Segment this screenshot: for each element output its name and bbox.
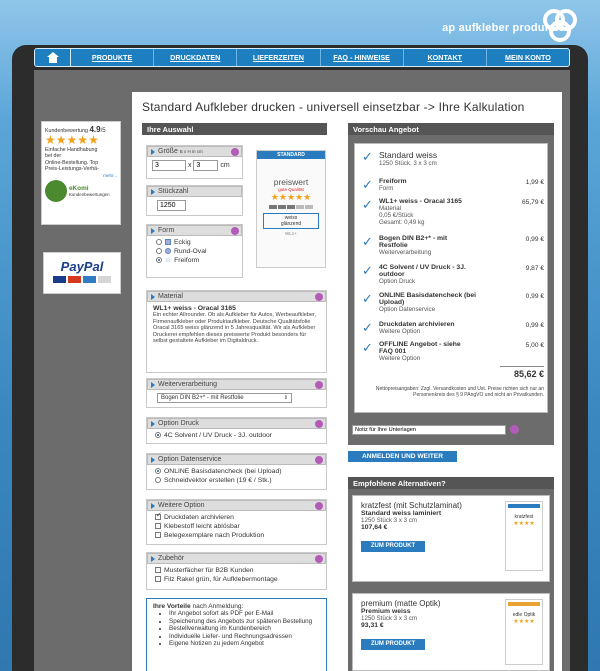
logo-icon[interactable] — [540, 6, 580, 46]
zubehoer-option-muster[interactable]: Musterfächer für B2B Kunden — [155, 566, 318, 575]
zum-produkt-button[interactable]: ZUM PRODUKT — [361, 541, 425, 552]
alt-price: 93,31 € — [361, 622, 384, 629]
daten-option-basis[interactable]: ONLINE Basisdatencheck (bei Upload) — [155, 467, 318, 476]
qty-input[interactable] — [157, 200, 186, 211]
rating-value: 4.9 — [89, 125, 101, 134]
nav-faq[interactable]: FAQ - HINWEISE — [321, 49, 404, 66]
price-note: Nettopreisangaben: Zzgl. Versandkosten und Ust. Preise richten sich nur an Personenkreis des § 9 PAngVO und nicht an Privatkunden. — [375, 386, 544, 398]
form-option-eckig[interactable]: Eckig — [156, 238, 233, 247]
main-nav — [34, 48, 570, 67]
druck-header: Option Druck — [147, 418, 326, 429]
chevron-down-icon: ⇕ — [283, 395, 288, 401]
card-icons — [44, 276, 120, 283]
square-shape-icon — [165, 239, 171, 245]
preview-brand: preiswert — [273, 177, 309, 187]
total-price: 85,62 € — [500, 366, 544, 379]
vorschau-line-5: ✓ ONLINE Basisdatencheck (bei Upload) Option Datenservice 0,99 € — [362, 291, 544, 313]
rating-widget[interactable] — [41, 121, 121, 225]
preview-top: STANDARD — [257, 151, 325, 159]
times-label: x — [187, 162, 192, 169]
material-desc: Ein echter Allrounder. Ob als Aufkleber für Autos, Werbeaufkleber, Firmenaufkleber oder Produktaufkleber. Deutsche Qualitätsfolie Oracal 3165 weiss glänzend in 5 Jahresqualität. Wir als Aufkleber Druckerei empfehlen dieses preiswerte Produkt besonders für selbst gestaltete Aufkleber im Digitaldruck. — [153, 312, 317, 345]
width-input[interactable] — [152, 160, 186, 171]
alt-thumb[interactable]: edle Optik ★★★★ — [505, 599, 543, 665]
zum-produkt-button[interactable]: ZUM PRODUKT — [361, 639, 425, 650]
anmelden-button[interactable]: ANMELDEN UND WEITER — [348, 451, 457, 462]
alt-title: premium (matte Optik) — [361, 599, 441, 608]
daten-option-vektor[interactable]: Schneidvektor erstellen (19 € / Stk.) — [155, 476, 318, 485]
size-header: Größe B x H in cm — [147, 146, 242, 157]
alt-price: 107,64 € — [361, 524, 388, 531]
vorschau-line-3: ✓ Bogen DIN B2+* - mit Restfolie Weiterverarbeitung 0,99 € — [362, 234, 544, 256]
help-icon[interactable] — [510, 425, 519, 434]
alt-card-1 — [352, 593, 550, 671]
nav-produkte[interactable]: PRODUKTE — [71, 49, 154, 66]
review-text: Einfache Handhabung bei der Online-Bestellung. Top Preis-Leistungs-Verhä- — [45, 147, 99, 173]
qty-header: Stückzahl — [147, 186, 242, 197]
help-icon[interactable] — [315, 456, 323, 464]
zubehoer-header: Zubehör — [147, 553, 326, 564]
height-input[interactable] — [193, 160, 218, 171]
preview-foot: WL1+ — [285, 231, 297, 236]
vorschau-heading: Vorschau Angebot — [348, 123, 554, 135]
product-preview[interactable] — [256, 150, 326, 268]
help-icon[interactable] — [315, 555, 323, 563]
alt-name: Premium weiss — [361, 608, 411, 615]
home-button[interactable] — [35, 49, 71, 66]
check-icon: ✓ — [362, 340, 373, 355]
preview-stars: ★★★★★ — [270, 192, 312, 202]
vorteile-box — [146, 598, 327, 671]
alt-name: Standard weiss laminiert — [361, 510, 442, 517]
alt-spec: 1250 Stück 3 x 3 cm — [361, 517, 418, 524]
alt-spec: 1250 Stück 3 x 3 cm — [361, 615, 418, 622]
qty-section — [146, 185, 243, 216]
weiter-select[interactable]: Bogen DIN B2+* - mit Restfolie ⇕ — [157, 393, 292, 403]
vorschau-line-4: ✓ 4C Solvent / UV Druck - 3J. outdoor Option Druck 9,87 € — [362, 263, 544, 285]
vorschau-line-6: ✓ Druckdaten archivieren Weitere Option 0,99 € — [362, 320, 544, 335]
help-icon[interactable] — [315, 381, 323, 389]
ekomi-name: eKomi — [69, 184, 89, 192]
weitere-option-archiv[interactable]: ✓Druckdaten archivieren — [155, 513, 318, 522]
rating-label: Kundenbewertung — [45, 128, 88, 134]
daten-header: Option Datenservice — [147, 454, 326, 465]
zubehoer-section — [146, 552, 327, 590]
vorschau-line-7: ✓ OFFLINE Angebot - siehe FAQ 001 Weitere Option 5,00 € — [362, 340, 544, 362]
star-shape-icon: ☆ — [165, 257, 172, 264]
check-icon: ✓ — [362, 263, 373, 278]
vorteile-list: • Ihr Angebot sofort als PDF per E-Mail • Speicherung des Angebots zur späteren Bestellung • Bestellverwaltung im Kundenbereich • Individuelle Liefer- und Rechnungsadressen • Eigene Notizen zu jedem Angebot — [153, 610, 320, 648]
nav-druckdaten[interactable]: DRUCKDATEN — [154, 49, 237, 66]
check-icon: ✓ — [362, 197, 373, 212]
unit-label: cm — [220, 162, 230, 169]
weitere-option-klebstoff[interactable]: Klebestoff leicht ablösbar — [155, 522, 318, 531]
form-option-rund[interactable]: Rund-Oval — [156, 247, 233, 256]
help-icon[interactable] — [315, 420, 323, 428]
vorschau-line-1: ✓ Freiform Form 1,99 € — [362, 177, 544, 192]
material-name: WL1+ weiss - Oracal 3165 — [153, 305, 236, 312]
vorschau-line-0: ✓ Standard weiss 1250 Stück, 3 x 3 cm — [362, 149, 438, 167]
ekomi-sub: Kundenbewertungen — [69, 191, 110, 197]
help-icon[interactable] — [231, 148, 239, 156]
material-section — [146, 290, 327, 373]
alt-card-0 — [352, 495, 550, 582]
form-section — [146, 224, 243, 278]
weiter-header: Weiterverarbeitung — [147, 379, 326, 390]
preview-badge: weiss glänzend — [263, 213, 319, 229]
check-icon: ✓ — [362, 149, 373, 164]
vorteile-heading: Ihre Vorteile nach Anmeldung: — [153, 603, 244, 610]
daten-section — [146, 453, 327, 490]
circle-shape-icon — [165, 248, 171, 254]
form-header: Form — [147, 225, 242, 236]
nav-lieferzeiten[interactable]: LIEFERZEITEN — [237, 49, 320, 66]
ekomi-seal-icon — [45, 180, 67, 202]
alt-title: kratzfest (mit Schutzlaminat) — [361, 501, 462, 510]
druck-section — [146, 417, 327, 444]
page-title: Standard Aufkleber drucken - universell einsetzbar -> Ihre Kalkulation — [142, 100, 525, 114]
help-icon[interactable] — [315, 502, 323, 510]
alt-thumb[interactable]: kratzfest ★★★★ — [505, 501, 543, 571]
material-header: Material — [147, 291, 326, 302]
check-icon: ✓ — [362, 177, 373, 192]
weitere-section — [146, 499, 327, 545]
home-icon — [47, 52, 59, 63]
nav-mein-konto[interactable]: MEIN KONTO — [505, 53, 551, 62]
vorschau-line-2: ✓ WL1+ weiss - Oracal 3165 Material 0,05 €/Stück Gesamt: 0,49 kg 65,79 € — [362, 197, 544, 226]
more-link[interactable]: mehr... — [103, 172, 117, 178]
brand-name: ap aufkleber produktion — [442, 22, 572, 34]
check-icon: ✓ — [362, 320, 373, 335]
preview-sub: gute Qualität — [278, 187, 304, 192]
zubehoer-option-rakel[interactable]: Filz Rakel grün, für Aufklebermontage — [155, 575, 318, 584]
weitere-option-beleg[interactable]: Belegexemplare nach Produktion — [155, 531, 318, 540]
paypal-badge — [43, 252, 121, 294]
check-icon: ✓ — [362, 291, 373, 306]
help-icon[interactable] — [231, 227, 239, 235]
paypal-logo: PayPal — [60, 259, 104, 274]
form-option-freiform[interactable]: ☆ Freiform — [156, 256, 233, 265]
weitere-header: Weitere Option — [147, 500, 326, 511]
preview-bar — [257, 205, 325, 209]
check-icon: ✓ — [362, 234, 373, 249]
rating-stars: ★★★★★ — [45, 133, 99, 147]
nav-kontakt[interactable]: KONTAKT — [404, 49, 487, 66]
notiz-input[interactable] — [352, 425, 506, 435]
alternativen-heading: Empfohlene Alternativen? — [348, 477, 554, 489]
size-section — [146, 145, 243, 179]
weiter-section — [146, 378, 327, 408]
druck-option[interactable]: 4C Solvent / UV Druck - 3J. outdoor — [147, 429, 326, 438]
auswahl-heading: Ihre Auswahl — [142, 123, 327, 135]
rating-max: /5 — [100, 128, 106, 134]
help-icon[interactable] — [315, 293, 323, 301]
